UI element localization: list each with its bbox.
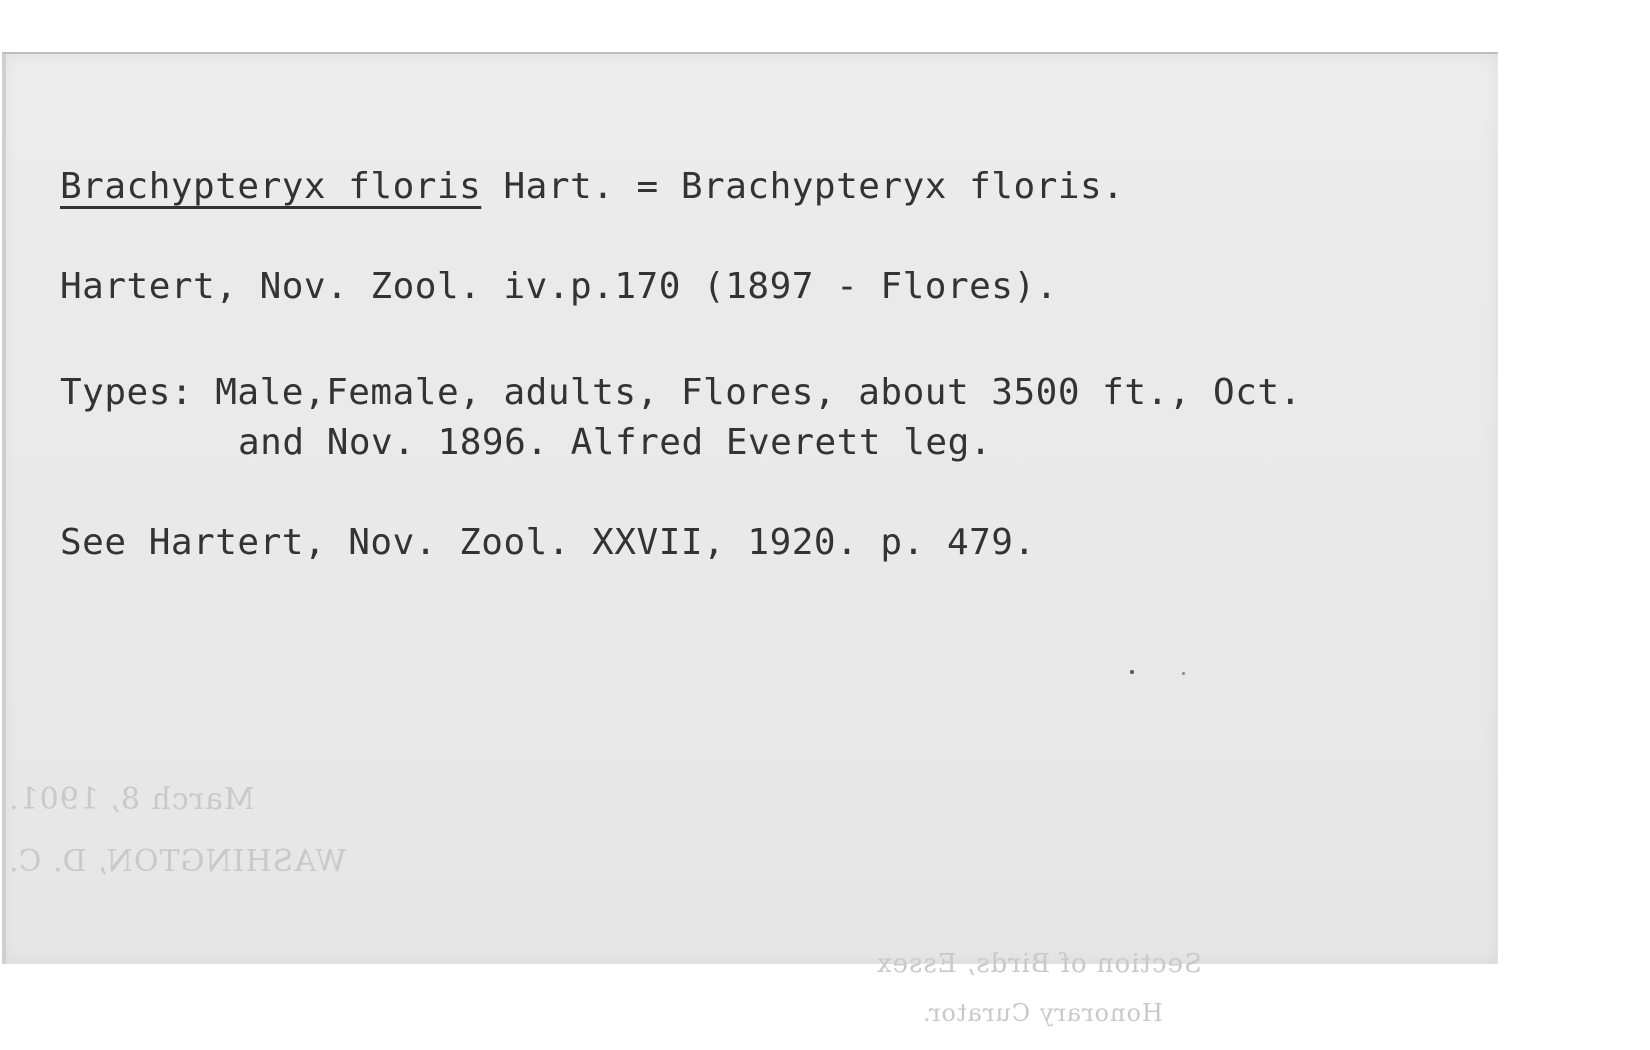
bleed-through-text: WASHINGTON, D. C. [8, 844, 347, 879]
types-line: Types: Male,Female, adults, Flores, about 3500 ft., Oct. [60, 372, 1302, 413]
bleed-through-text: March 8, 1901. [8, 782, 255, 817]
species-name: Brachypteryx floris [60, 166, 482, 207]
ink-speck [1182, 672, 1185, 675]
types-line-continued: and Nov. 1896. Alfred Everett leg. [238, 422, 992, 463]
bleed-through-text: Honorary Curator. [922, 999, 1163, 1027]
card-title-line [60, 166, 1124, 207]
see-also-reference: See Hartert, Nov. Zool. XXVII, 1920. p. 479. [60, 522, 1036, 563]
synonym-text: Hart. = Brachypteryx floris. [481, 166, 1125, 207]
original-citation: Hartert, Nov. Zool. iv.p.170 (1897 - Flores). [60, 266, 1058, 307]
ink-speck [1130, 670, 1134, 674]
index-card [2, 52, 1498, 1027]
bleed-through-text: Section of Birds, Essex [876, 949, 1202, 979]
